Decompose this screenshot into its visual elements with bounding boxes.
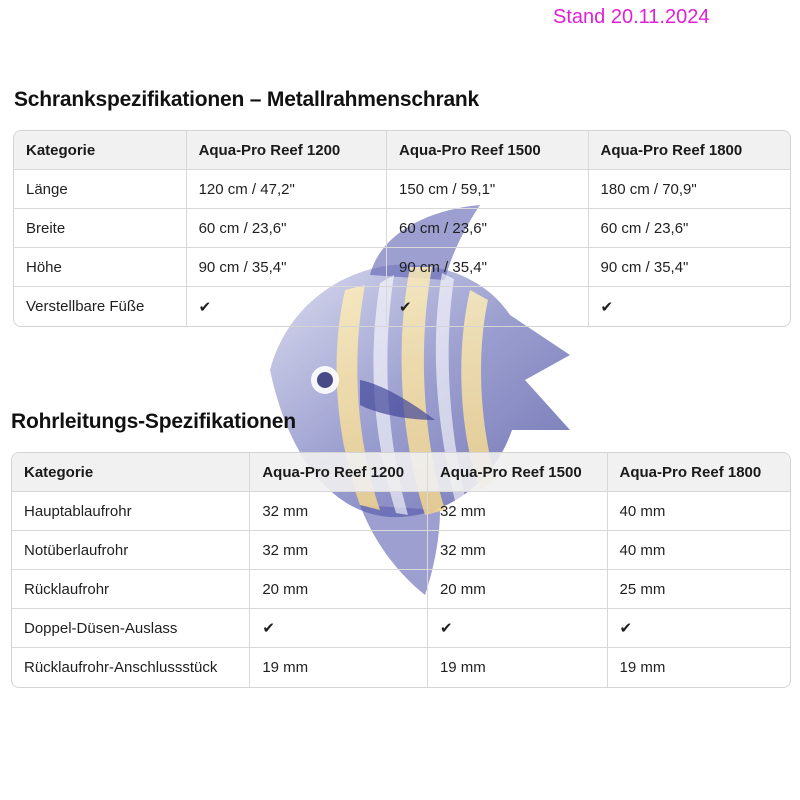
row-label: Höhe: [14, 248, 187, 287]
cabinet-section-title: Schrankspezifikationen – Metallrahmenschrank: [14, 88, 480, 111]
column-header: Kategorie: [14, 131, 187, 170]
check-icon: ✔: [387, 287, 588, 326]
table-header-row: [14, 131, 790, 170]
row-label: Doppel-Düsen-Auslass: [12, 609, 250, 648]
table-row: [12, 648, 790, 687]
table-cell: 19 mm: [428, 648, 608, 687]
table-header-row: [12, 453, 790, 492]
table-cell: 120 cm / 47,2": [187, 170, 387, 209]
column-header: Aqua-Pro Reef 1500: [387, 131, 588, 170]
piping-spec-table: [11, 452, 791, 688]
column-header: Aqua-Pro Reef 1200: [187, 131, 387, 170]
table-cell: 60 cm / 23,6": [387, 209, 588, 248]
table-row: [14, 248, 790, 287]
cabinet-spec-table: [13, 130, 791, 327]
table-cell: 60 cm / 23,6": [187, 209, 387, 248]
table-row: [14, 170, 790, 209]
table-cell: 150 cm / 59,1": [387, 170, 588, 209]
table-cell: 40 mm: [608, 531, 790, 570]
row-label: Breite: [14, 209, 187, 248]
row-label: Hauptablaufrohr: [12, 492, 250, 531]
table-row: [12, 531, 790, 570]
table-cell: 90 cm / 35,4": [187, 248, 387, 287]
column-header: Aqua-Pro Reef 1800: [589, 131, 790, 170]
date-stamp: Stand 20.11.2024: [553, 6, 710, 28]
table-cell: 20 mm: [250, 570, 428, 609]
table-cell: 180 cm / 70,9": [589, 170, 790, 209]
table-cell: 60 cm / 23,6": [589, 209, 790, 248]
table-cell: 32 mm: [250, 531, 428, 570]
table-row: [14, 287, 790, 326]
row-label: Rücklaufrohr-Anschlussstück: [12, 648, 250, 687]
column-header: Aqua-Pro Reef 1200: [250, 453, 428, 492]
column-header: Kategorie: [12, 453, 250, 492]
table-cell: 20 mm: [428, 570, 608, 609]
check-icon: ✔: [187, 287, 387, 326]
row-label: Notüberlaufrohr: [12, 531, 250, 570]
table-cell: 40 mm: [608, 492, 790, 531]
table-cell: 32 mm: [428, 492, 608, 531]
table-cell: 90 cm / 35,4": [589, 248, 790, 287]
table-cell: 25 mm: [608, 570, 790, 609]
table-row: [12, 570, 790, 609]
column-header: Aqua-Pro Reef 1500: [428, 453, 608, 492]
piping-section-title: Rohrleitungs-Spezifikationen: [11, 410, 296, 433]
check-icon: ✔: [608, 609, 790, 648]
table-cell: 32 mm: [250, 492, 428, 531]
row-label: Länge: [14, 170, 187, 209]
table-cell: 19 mm: [250, 648, 428, 687]
table-row: [12, 492, 790, 531]
table-cell: 19 mm: [619, 659, 666, 676]
table-row: [12, 609, 790, 648]
table-cell: 32 mm: [428, 531, 608, 570]
check-icon: ✔: [600, 298, 614, 316]
table-cell: 90 cm / 35,4": [387, 248, 588, 287]
table-row: [14, 209, 790, 248]
row-label: Rücklaufrohr: [12, 570, 250, 609]
column-header: Aqua-Pro Reef 1800: [608, 453, 790, 492]
check-icon: ✔: [428, 609, 608, 648]
row-label: Verstellbare Füße: [14, 287, 187, 326]
check-icon: ✔: [250, 609, 428, 648]
